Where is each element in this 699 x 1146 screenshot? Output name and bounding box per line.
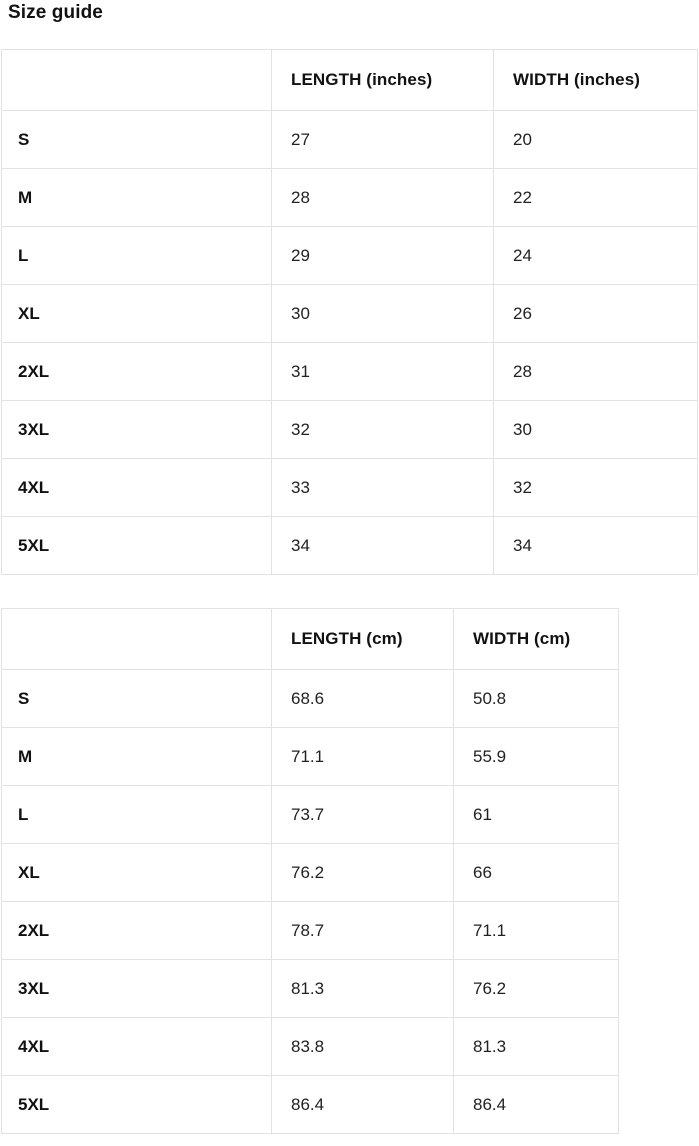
length-inches-header: LENGTH (inches) — [272, 50, 494, 111]
width-cell: 66 — [454, 844, 619, 902]
size-label-cell: 2XL — [2, 343, 272, 401]
corner-header-cell — [2, 50, 272, 111]
length-cell: 34 — [272, 517, 494, 575]
size-table-cm — [1, 608, 619, 1134]
table-row — [2, 902, 619, 960]
length-cell: 86.4 — [272, 1076, 454, 1134]
table-row — [2, 844, 619, 902]
size-table-inches — [1, 49, 698, 575]
table-row — [2, 786, 619, 844]
width-cell: 86.4 — [454, 1076, 619, 1134]
table-row — [2, 169, 698, 227]
table-row — [2, 227, 698, 285]
width-cell: 32 — [494, 459, 698, 517]
size-label-cell: M — [2, 169, 272, 227]
width-cell: 24 — [494, 227, 698, 285]
width-cell: 50.8 — [454, 670, 619, 728]
table-row — [2, 343, 698, 401]
size-label-cell: 3XL — [2, 401, 272, 459]
width-cell: 26 — [494, 285, 698, 343]
width-inches-header: WIDTH (inches) — [494, 50, 698, 111]
width-cell: 81.3 — [454, 1018, 619, 1076]
length-cell: 73.7 — [272, 786, 454, 844]
length-cell: 76.2 — [272, 844, 454, 902]
table-row — [2, 401, 698, 459]
size-label-cell: M — [2, 728, 272, 786]
width-cell: 34 — [494, 517, 698, 575]
width-cell: 20 — [494, 111, 698, 169]
size-label-cell: 5XL — [2, 1076, 272, 1134]
size-label-cell: XL — [2, 285, 272, 343]
size-label-cell: 4XL — [2, 1018, 272, 1076]
table-row — [2, 1076, 619, 1134]
size-label-cell: 3XL — [2, 960, 272, 1018]
width-cell: 71.1 — [454, 902, 619, 960]
length-cell: 33 — [272, 459, 494, 517]
size-label-cell: S — [2, 670, 272, 728]
size-label-cell: 2XL — [2, 902, 272, 960]
width-cell: 30 — [494, 401, 698, 459]
length-cell: 81.3 — [272, 960, 454, 1018]
length-cell: 31 — [272, 343, 494, 401]
table-row — [2, 459, 698, 517]
width-cell: 61 — [454, 786, 619, 844]
width-cm-header: WIDTH (cm) — [454, 609, 619, 670]
width-cell: 22 — [494, 169, 698, 227]
size-label-cell: 5XL — [2, 517, 272, 575]
size-label-cell: XL — [2, 844, 272, 902]
length-cell: 30 — [272, 285, 494, 343]
length-cell: 68.6 — [272, 670, 454, 728]
length-cell: 32 — [272, 401, 494, 459]
length-cell: 27 — [272, 111, 494, 169]
length-cell: 29 — [272, 227, 494, 285]
table-row — [2, 670, 619, 728]
length-cell: 83.8 — [272, 1018, 454, 1076]
table-header-row — [2, 50, 698, 111]
length-cell: 71.1 — [272, 728, 454, 786]
page-title: Size guide — [8, 2, 103, 23]
length-cm-header: LENGTH (cm) — [272, 609, 454, 670]
table-row — [2, 111, 698, 169]
table-row — [2, 517, 698, 575]
length-cell: 28 — [272, 169, 494, 227]
table-row — [2, 960, 619, 1018]
width-cell: 76.2 — [454, 960, 619, 1018]
width-cell: 55.9 — [454, 728, 619, 786]
size-label-cell: L — [2, 786, 272, 844]
table-row — [2, 728, 619, 786]
length-cell: 78.7 — [272, 902, 454, 960]
table-row — [2, 1018, 619, 1076]
table-header-row — [2, 609, 619, 670]
size-label-cell: L — [2, 227, 272, 285]
size-label-cell: 4XL — [2, 459, 272, 517]
table-row — [2, 285, 698, 343]
width-cell: 28 — [494, 343, 698, 401]
size-label-cell: S — [2, 111, 272, 169]
corner-header-cell — [2, 609, 272, 670]
